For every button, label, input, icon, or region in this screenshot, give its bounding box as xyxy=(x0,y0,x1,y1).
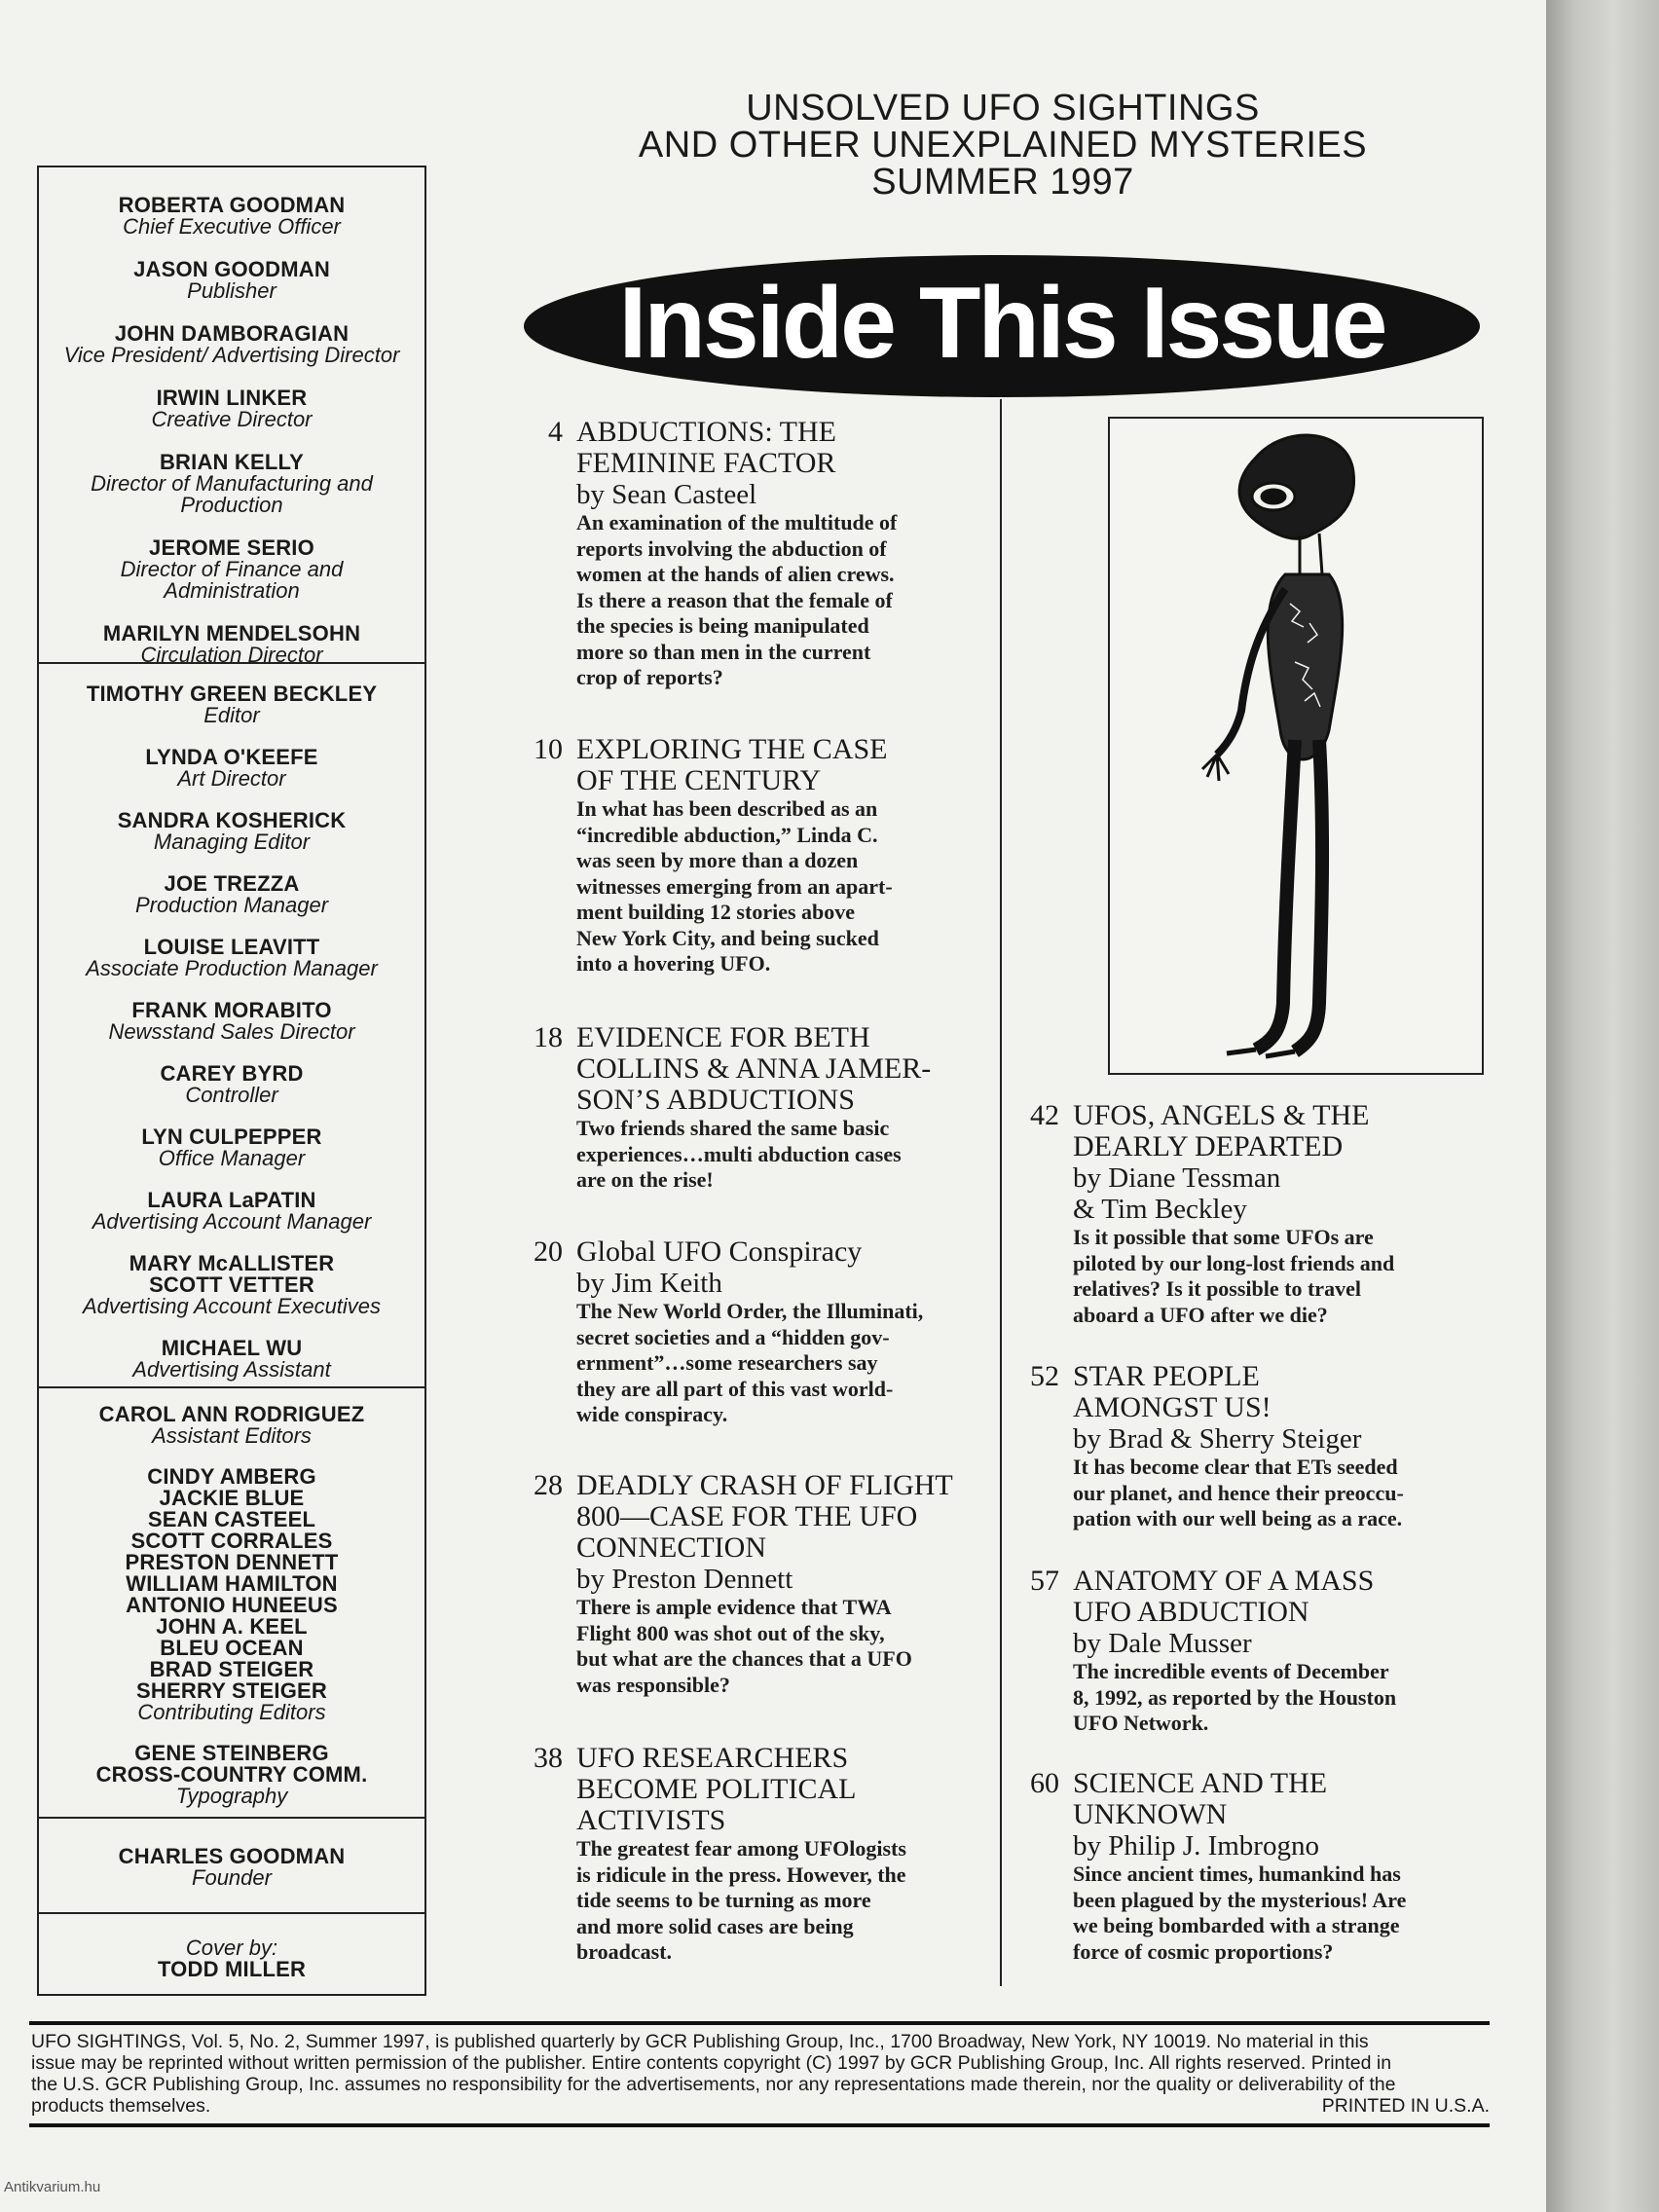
article-description: reports involving the abduction of xyxy=(576,535,887,561)
article-page-number: 10 xyxy=(534,733,563,765)
footer-rule xyxy=(29,2021,1490,2025)
staff-role: Advertising Assistant xyxy=(132,1357,331,1382)
staff-role: Advertising Account Executives xyxy=(82,1294,382,1318)
cover-artist: TODD MILLER xyxy=(157,1957,307,1981)
article-title: EXPLORING THE CASE xyxy=(576,733,888,765)
staff-name: LYN CULPEPPER xyxy=(141,1124,322,1149)
article-description: The greatest fear among UFOlogists xyxy=(576,1836,906,1861)
article-description: New York City, and being sucked xyxy=(576,925,879,950)
article-page-number: 42 xyxy=(1030,1099,1059,1131)
staff-role: Controller xyxy=(185,1083,278,1107)
article-description: aboard a UFO after we die? xyxy=(1073,1302,1328,1327)
masthead-entry xyxy=(39,937,424,979)
staff-name: PRESTON DENNETT xyxy=(125,1550,339,1574)
article-title: OF THE CENTURY xyxy=(576,764,822,796)
staff-name: IRWIN LINKER xyxy=(156,386,308,410)
masthead xyxy=(23,166,427,1996)
article-page-number: 28 xyxy=(534,1469,563,1501)
article-description: more so than men in the current xyxy=(576,639,871,664)
staff-name: ANTONIO HUNEEUS xyxy=(126,1593,338,1617)
article-description: broadcast. xyxy=(576,1939,672,1964)
article-byline: by Preston Dennett xyxy=(576,1564,793,1595)
article-description: women at the hands of alien crews. xyxy=(576,562,895,586)
staff-role: Production xyxy=(180,493,283,517)
staff-name: GENE STEINBERG xyxy=(134,1741,329,1765)
article-description: 8, 1992, as reported by the Houston xyxy=(1073,1684,1397,1710)
article-description: ernment”…some researchers say xyxy=(576,1350,878,1375)
article-description: secret societies and a “hidden gov- xyxy=(576,1324,890,1349)
article-body xyxy=(576,417,985,691)
staff-role: Advertising Account Manager xyxy=(92,1209,372,1234)
staff-name: JOE TREZZA xyxy=(164,871,300,896)
staff-role: Circulation Director xyxy=(140,643,323,667)
masthead-entry xyxy=(39,683,424,726)
article-page-number: 4 xyxy=(548,416,563,448)
article-description: ment building 12 stories above xyxy=(576,900,856,924)
masthead-entry xyxy=(39,323,424,366)
masthead-entry xyxy=(39,747,424,790)
article-description: The New World Order, the Illuminati, xyxy=(576,1299,924,1323)
staff-name: CROSS-COUNTRY COMM. xyxy=(95,1762,368,1787)
article-description: but what are the chances that a UFO xyxy=(576,1646,912,1671)
article-description: is ridicule in the press. However, the xyxy=(576,1862,906,1887)
article-title: ANATOMY OF A MASS xyxy=(1073,1565,1375,1597)
staff-name: TIMOTHY GREEN BECKLEY xyxy=(86,682,378,706)
staff-role: Newsstand Sales Director xyxy=(108,1019,355,1044)
article-title: COLLINS & ANNA JAMER- xyxy=(576,1052,932,1085)
article-description: they are all part of this vast world- xyxy=(576,1376,894,1401)
masthead-entry xyxy=(39,873,424,916)
staff-name: CINDY AMBERG xyxy=(147,1464,316,1489)
staff-role: Editor xyxy=(203,703,260,727)
staff-name: BRIAN KELLY xyxy=(159,450,305,474)
masthead-entry xyxy=(39,810,424,853)
masthead-entry xyxy=(39,1126,424,1169)
article-description: witnesses emerging from an apart- xyxy=(576,873,893,899)
header-line: AND OTHER UNEXPLAINED MYSTERIES xyxy=(638,125,1368,166)
article-byline: & Tim Beckley xyxy=(1073,1194,1247,1225)
footer-rule xyxy=(29,2123,1490,2127)
masthead-entry xyxy=(39,452,424,516)
column-divider xyxy=(1000,399,1002,1986)
masthead-entry xyxy=(39,1000,424,1043)
article-title: STAR PEOPLE xyxy=(1073,1360,1260,1392)
staff-name: SANDRA KOSHERICK xyxy=(117,808,347,832)
article-description: There is ample evidence that TWA xyxy=(576,1595,892,1619)
article-title: SCIENCE AND THE xyxy=(1073,1767,1328,1799)
article-description: been plagued by the mysterious! Are xyxy=(1073,1887,1407,1912)
article-description: force of cosmic proportions? xyxy=(1073,1938,1334,1964)
staff-name: CAREY BYRD xyxy=(160,1061,304,1086)
masthead-cover-credit xyxy=(37,1912,426,1996)
staff-name: SEAN CASTEEL xyxy=(147,1507,316,1531)
article-description: our planet, and hence their preoccu- xyxy=(1073,1480,1404,1505)
masthead-entry xyxy=(39,1253,424,1317)
staff-name: BRAD STEIGER xyxy=(149,1657,314,1681)
staff-role: Director of Manufacturing and xyxy=(91,471,373,496)
article-description: An examination of the multitude of xyxy=(576,510,898,535)
staff-name: SCOTT VETTER xyxy=(149,1272,314,1297)
article-body xyxy=(576,1236,985,1428)
watermark: Antikvarium.hu xyxy=(4,2179,101,2195)
staff-name: LYNDA O'KEEFE xyxy=(145,745,318,769)
staff-name: LOUISE LEAVITT xyxy=(143,935,320,959)
article-title: UFOS, ANGELS & THE xyxy=(1073,1099,1370,1131)
masthead-entry xyxy=(39,259,424,302)
article-description: In what has been described as an xyxy=(576,796,878,821)
staff-role: Vice President/ Advertising Director xyxy=(63,343,400,367)
article-description: Is there a reason that the female of xyxy=(576,587,893,612)
alien-figure-icon xyxy=(1110,419,1482,1073)
staff-name: JEROME SERIO xyxy=(149,535,314,560)
article-title: AMONGST US! xyxy=(1073,1391,1272,1423)
masthead-entry xyxy=(39,1743,424,1807)
masthead-entry xyxy=(39,623,424,666)
article-description: Two friends shared the same basic xyxy=(576,1116,890,1140)
article-description: into a hovering UFO. xyxy=(576,951,771,976)
staff-name: JACKIE BLUE xyxy=(159,1486,305,1510)
notice-line: issue may be reprinted without written permission of the publisher. Entire contents copyright (C) 1997 by GCR Publishing Group, Inc. All rights reserved. Printed in xyxy=(31,2052,1392,2074)
staff-role: Contributing Editors xyxy=(137,1700,326,1724)
masthead-entry xyxy=(39,387,424,430)
article-description: It has become clear that ETs seeded xyxy=(1073,1455,1398,1479)
article-page-number: 57 xyxy=(1030,1565,1059,1597)
staff-name: SCOTT CORRALES xyxy=(130,1529,333,1553)
article-body xyxy=(1073,1768,1482,1965)
article-title: SON’S ABDUCTIONS xyxy=(576,1084,855,1116)
staff-name: CAROL ANN RODRIGUEZ xyxy=(98,1402,365,1426)
article-page-number: 38 xyxy=(534,1742,563,1774)
article-description: tide seems to be turning as more xyxy=(576,1888,871,1912)
article-description: The incredible events of December xyxy=(1073,1659,1389,1683)
publication-notice xyxy=(31,2031,1490,2117)
issue-header xyxy=(584,90,1421,201)
article-description: wide conspiracy. xyxy=(576,1402,728,1426)
staff-role: Art Director xyxy=(177,766,286,791)
notice-line: the U.S. GCR Publishing Group, Inc. assumes no responsibility for the advertisements, nor any representations made therein, nor the quality or deliverability of the xyxy=(31,2074,1396,2095)
staff-name: FRANK MORABITO xyxy=(131,998,332,1022)
article-title: DEADLY CRASH OF FLIGHT xyxy=(576,1469,953,1501)
staff-name: MICHAEL WU xyxy=(161,1336,303,1360)
article-byline: by Philip J. Imbrogno xyxy=(1073,1830,1319,1862)
article-title: UNKNOWN xyxy=(1073,1798,1228,1830)
article-title: ACTIVISTS xyxy=(576,1804,726,1836)
article-page-number: 60 xyxy=(1030,1767,1059,1799)
article-byline: by Jim Keith xyxy=(576,1268,722,1299)
staff-name: JASON GOODMAN xyxy=(133,257,330,281)
staff-role: Managing Editor xyxy=(153,830,311,854)
staff-name: JOHN A. KEEL xyxy=(156,1614,308,1639)
staff-role: Publisher xyxy=(187,278,276,303)
staff-role: Administration xyxy=(164,578,300,603)
article-description: was seen by more than a dozen xyxy=(576,848,859,872)
issue-date: SUMMER 1997 xyxy=(871,162,1134,203)
article-title: DEARLY DEPARTED xyxy=(1073,1130,1344,1162)
staff-name: CHARLES GOODMAN xyxy=(118,1844,346,1868)
article-body xyxy=(576,1743,985,1966)
staff-name: MARILYN MENDELSOHN xyxy=(102,621,361,645)
article-title: UFO RESEARCHERS xyxy=(576,1742,849,1774)
article-description: are on the rise! xyxy=(576,1167,714,1192)
article-body xyxy=(576,1470,985,1698)
staff-role: Founder xyxy=(192,1865,272,1890)
article-title: 800—CASE FOR THE UFO xyxy=(576,1500,918,1532)
article-title: CONNECTION xyxy=(576,1531,766,1564)
article-description: UFO Network. xyxy=(1073,1711,1209,1735)
header-line: UNSOLVED UFO SIGHTINGS xyxy=(746,88,1260,129)
masthead-entry xyxy=(39,1404,424,1447)
staff-name: WILLIAM HAMILTON xyxy=(126,1571,338,1596)
article-description: Is it possible that some UFOs are xyxy=(1073,1225,1374,1249)
masthead-entry xyxy=(39,537,424,602)
masthead-contributors xyxy=(37,1386,426,1817)
staff-role: Creative Director xyxy=(151,407,313,431)
staff-name: BLEU OCEAN xyxy=(160,1636,304,1660)
banner-title: Inside This Issue xyxy=(618,267,1385,380)
masthead-entry xyxy=(39,1338,424,1381)
article-title: UFO ABDUCTION xyxy=(1073,1596,1309,1628)
article-description: crop of reports? xyxy=(576,665,723,689)
article-body xyxy=(1073,1566,1482,1737)
staff-name: JOHN DAMBORAGIAN xyxy=(114,321,350,346)
article-title: Global UFO Conspiracy xyxy=(576,1235,863,1268)
alien-illustration xyxy=(1108,417,1484,1075)
article-title: EVIDENCE FOR BETH xyxy=(576,1021,870,1053)
article-title: BECOME POLITICAL xyxy=(576,1773,857,1805)
article-description: Since ancient times, humankind has xyxy=(1073,1862,1401,1886)
article-description: and more solid cases are being xyxy=(576,1913,854,1938)
staff-name: SHERRY STEIGER xyxy=(136,1678,327,1703)
article-title: ABDUCTIONS: THE xyxy=(576,416,836,448)
staff-name: MARY McALLISTER xyxy=(129,1251,335,1275)
masthead-founder xyxy=(37,1817,426,1912)
article-description: experiences…multi abduction cases xyxy=(576,1141,902,1166)
article-body xyxy=(1073,1100,1482,1328)
staff-role: Chief Executive Officer xyxy=(123,214,341,239)
staff-role: Assistant Editors xyxy=(152,1423,312,1448)
article-description: the species is being manipulated xyxy=(576,613,869,638)
staff-role: Typography xyxy=(175,1784,288,1808)
article-page-number: 52 xyxy=(1030,1360,1059,1392)
article-description: piloted by our long-lost friends and xyxy=(1073,1250,1395,1275)
article-page-number: 20 xyxy=(534,1235,563,1268)
notice-line: UFO SIGHTINGS, Vol. 5, No. 2, Summer 1997, is published quarterly by GCR Publishing Group, Inc., 1700 Broadway, New York, NY 10019. No material in this xyxy=(31,2031,1369,2052)
inside-this-issue-banner xyxy=(524,255,1480,397)
article-description: was responsible? xyxy=(576,1672,730,1697)
cover-label: Cover by: xyxy=(185,1936,278,1960)
masthead-executives xyxy=(37,166,426,667)
staff-name: LAURA LaPATIN xyxy=(147,1188,316,1212)
printed-in: PRINTED IN U.S.A. xyxy=(1321,2095,1490,2117)
article-byline: by Sean Casteel xyxy=(576,479,757,510)
staff-role: Production Manager xyxy=(134,893,329,917)
article-page-number: 18 xyxy=(534,1021,563,1053)
staff-role: Director of Finance and xyxy=(120,557,344,581)
article-title: FEMININE FACTOR xyxy=(576,447,836,479)
masthead-entry xyxy=(39,195,424,238)
article-description: pation with our well being as a race. xyxy=(1073,1506,1403,1530)
article-byline: by Brad & Sherry Steiger xyxy=(1073,1423,1362,1455)
article-byline: by Dale Musser xyxy=(1073,1628,1252,1659)
article-description: relatives? Is it possible to travel xyxy=(1073,1276,1361,1301)
article-description: “incredible abduction,” Linda C. xyxy=(576,822,878,847)
article-body xyxy=(576,1022,985,1194)
article-body xyxy=(1073,1361,1482,1532)
masthead-entry xyxy=(39,1063,424,1106)
staff-name: ROBERTA GOODMAN xyxy=(118,193,346,217)
page-edge xyxy=(1546,0,1659,2212)
article-body xyxy=(576,734,985,977)
masthead-entry xyxy=(39,1190,424,1233)
article-description: Flight 800 was shot out of the sky, xyxy=(576,1620,885,1645)
article-description: we being bombarded with a strange xyxy=(1073,1913,1400,1937)
article-byline: by Diane Tessman xyxy=(1073,1162,1281,1194)
masthead-editorial xyxy=(37,662,426,1386)
contributing-editors xyxy=(39,1466,424,1723)
notice-line: products themselves. xyxy=(31,2095,211,2117)
staff-role: Office Manager xyxy=(158,1146,306,1170)
staff-role: Associate Production Manager xyxy=(86,956,378,980)
